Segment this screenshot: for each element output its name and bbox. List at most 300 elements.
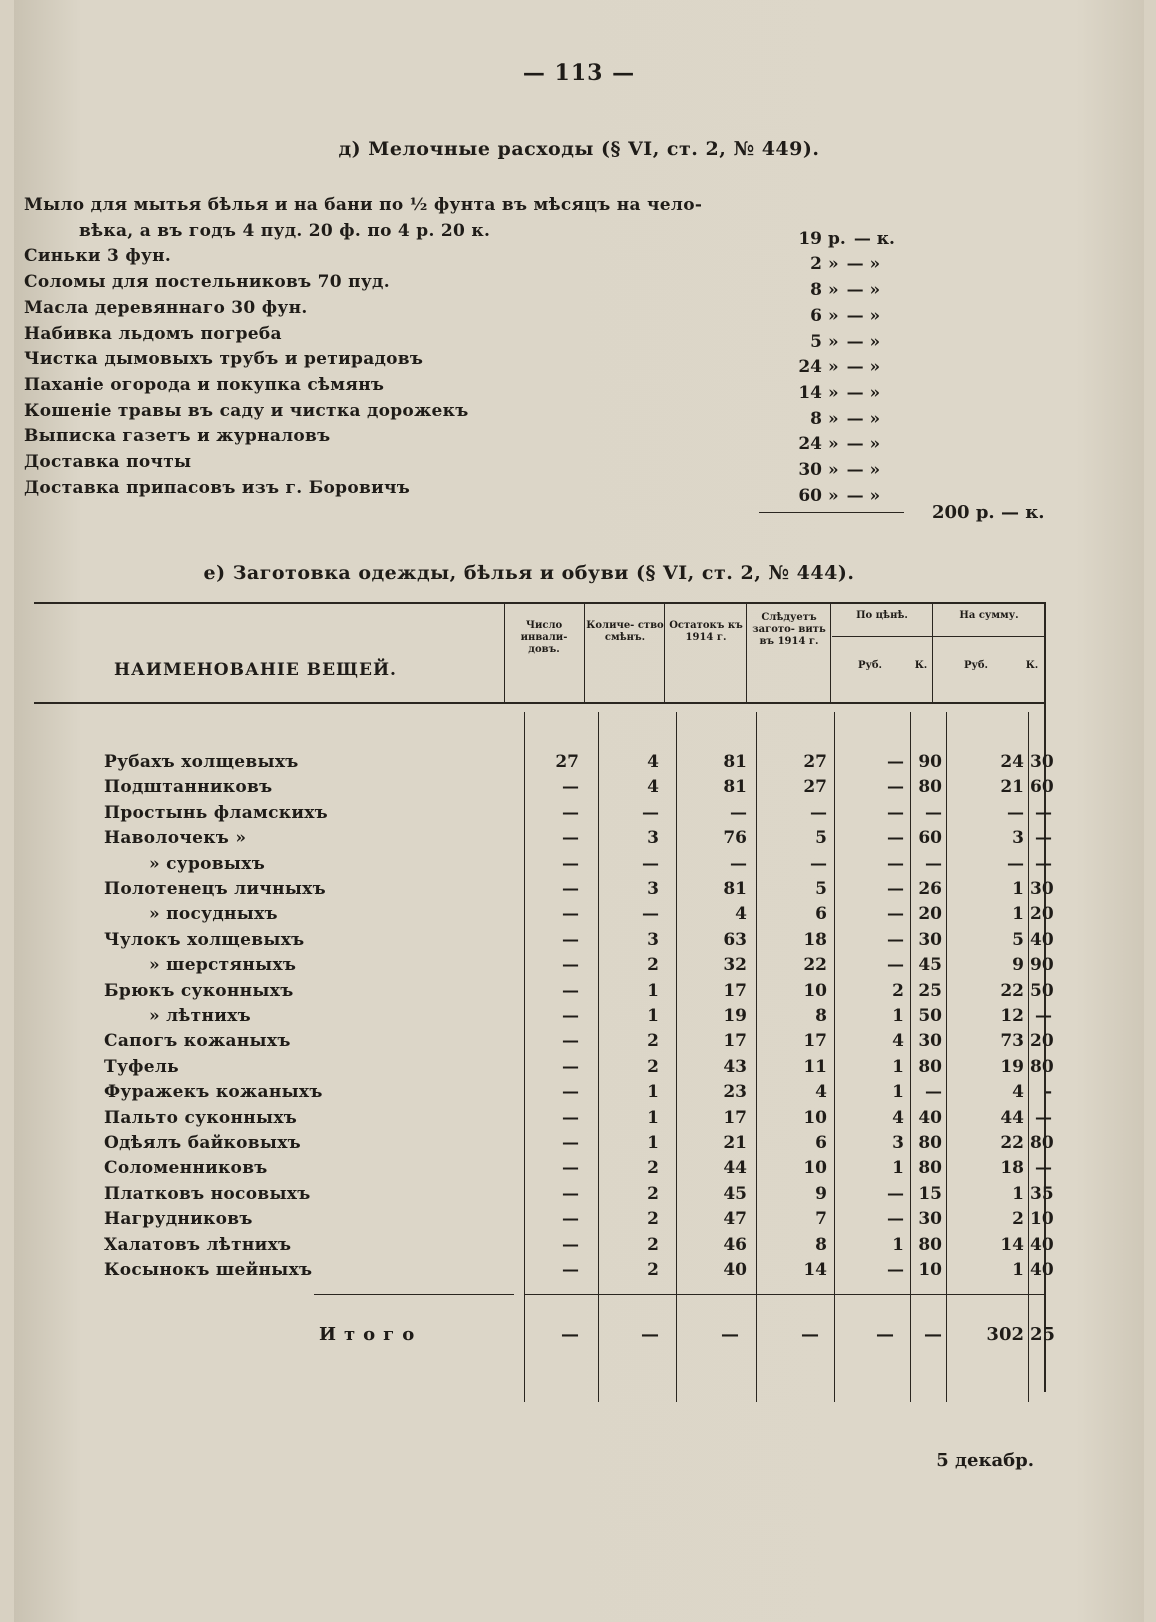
table-row [34, 1184, 1084, 1210]
cell-inv: — [562, 1006, 579, 1026]
cell-sk: 90 [1030, 955, 1054, 976]
cell-sk: 40 [1030, 1234, 1054, 1255]
expense-rub: 24 [798, 434, 822, 455]
table-row [34, 1031, 1084, 1057]
cell-make: 10 [803, 980, 827, 1001]
cell-sk: 10 [1030, 1209, 1054, 1230]
cell-inv: — [562, 1260, 579, 1280]
item-name: » лѣтнихъ [149, 1006, 251, 1026]
item-name: Одѣялъ байковыхъ [104, 1133, 302, 1153]
cell-pr: — [887, 904, 904, 925]
expense-unit: » [828, 280, 839, 301]
cell-pr: 1 [892, 1082, 904, 1103]
item-name: Соломенниковъ [104, 1158, 268, 1179]
cell-pk: — [925, 853, 942, 874]
expense-label: Чистка дымовыхъ трубъ и ретирадовъ [24, 349, 424, 370]
header-remainder: Остатокъ къ 1914 г. [669, 620, 743, 643]
expense-label: Соломы для постельниковъ 70 пуд. [24, 272, 390, 293]
cell-rem: 44 [723, 1158, 747, 1179]
item-name: Наволочекъ » [104, 828, 247, 849]
cell-sk: 80 [1030, 1056, 1054, 1077]
cell-make: 11 [803, 1056, 827, 1077]
cell-rem: 63 [723, 929, 747, 950]
header-to-make: Слѣдуетъ загото- вить въ 1914 г. [752, 612, 826, 647]
cell-pr: 2 [892, 980, 904, 1001]
cell-sr: 19 [1000, 1056, 1024, 1077]
cell-pr: — [887, 929, 904, 950]
cell-sr: 9 [1012, 955, 1024, 976]
table-header-rule [34, 702, 1044, 704]
expense-unit: р. [828, 228, 846, 249]
expense-unit: » [828, 254, 839, 275]
item-name: Нагрудниковъ [104, 1209, 253, 1230]
total-invalids: — [561, 1324, 579, 1345]
cell-rem: 40 [723, 1260, 747, 1280]
expense-rub: 24 [798, 357, 822, 378]
cell-ch: 2 [647, 1183, 659, 1204]
expense-kop: — » [846, 434, 881, 455]
cell-rem: — [730, 802, 747, 823]
cell-inv: — [562, 1107, 579, 1128]
expense-unit: » [828, 331, 839, 352]
total-remainder: — [721, 1324, 739, 1345]
cell-make: 22 [803, 955, 827, 976]
cell-make: 27 [803, 752, 827, 772]
cell-pr: — [887, 1209, 904, 1230]
cell-pr: 3 [892, 1133, 904, 1153]
expense-rub: 30 [798, 460, 822, 480]
cell-rem: 43 [723, 1056, 747, 1077]
cell-ch: 1 [647, 980, 659, 1001]
cell-sk: 80 [1030, 1133, 1054, 1153]
table-row [34, 1133, 1084, 1159]
cell-pk: 26 [918, 879, 942, 899]
cell-make: 5 [815, 828, 827, 849]
expense-label: Синьки 3 фун. [24, 246, 172, 267]
item-name: Туфель [104, 1056, 180, 1077]
cell-ch: 2 [647, 1158, 659, 1179]
cell-make: — [810, 802, 827, 823]
cell-make: 18 [803, 929, 827, 950]
cell-pk: 80 [918, 1133, 942, 1153]
item-name: Платковъ носовыхъ [104, 1183, 311, 1204]
cell-make: 27 [803, 777, 827, 798]
table-row [34, 930, 1084, 956]
expense-amount [774, 460, 904, 480]
cell-pk: 80 [918, 1234, 942, 1255]
expense-kop: — » [846, 485, 881, 506]
expense-unit: » [828, 305, 839, 326]
item-name: Брюкъ суконныхъ [104, 980, 294, 1001]
table-row [34, 1260, 1084, 1286]
header-changes: Количе- ство смѣнъ. [586, 620, 664, 643]
cell-rem: 81 [723, 752, 747, 772]
table-row [34, 752, 1084, 778]
table-row [34, 803, 1084, 829]
col-divider [504, 602, 505, 702]
expense-rub: 19 [798, 228, 822, 249]
cell-inv: — [562, 1183, 579, 1204]
item-name: Сапогъ кожаныхъ [104, 1031, 291, 1052]
total-price-rub: — [876, 1324, 894, 1345]
cell-rem: — [730, 853, 747, 874]
section-d-title: д) Мелочные расходы (§ VI, ст. 2, № 449). [338, 138, 820, 160]
cell-pk: 25 [918, 980, 942, 1001]
cell-inv: — [562, 929, 579, 950]
item-name: Подштанниковъ [104, 777, 273, 798]
footer-catchword: 5 декабр. [936, 1450, 1034, 1471]
expense-label-cont: вѣка, а въ годъ 4 пуд. 20 ф. по 4 р. 20 к. [79, 220, 491, 241]
cell-sk: 20 [1030, 904, 1054, 925]
expense-amount [774, 357, 904, 377]
table-row [34, 828, 1084, 854]
header-price: По цѣнѣ. [856, 610, 908, 621]
cell-sr: 22 [1000, 1133, 1024, 1153]
cell-ch: 2 [647, 1260, 659, 1280]
cell-sr: 18 [1000, 1158, 1024, 1179]
clothing-table [34, 602, 1084, 1457]
cell-rem: 46 [723, 1234, 747, 1255]
expense-amount [774, 229, 904, 249]
cell-pr: — [887, 853, 904, 874]
cell-pk: 30 [918, 929, 942, 950]
cell-rem: 4 [735, 904, 747, 925]
cell-pk: — [925, 802, 942, 823]
cell-sk: 40 [1030, 929, 1054, 950]
cell-inv: — [562, 828, 579, 849]
table-row [34, 1082, 1084, 1108]
cell-make: 8 [815, 1006, 827, 1026]
cell-inv: 27 [555, 752, 579, 772]
cell-ch: 3 [647, 828, 659, 849]
header-sum-kop: К. [1025, 660, 1039, 671]
cell-rem: 81 [723, 879, 747, 899]
cell-pr: 1 [892, 1056, 904, 1077]
table-row [34, 981, 1084, 1007]
expense-label: Доставка припасовъ изъ г. Боровичъ [24, 477, 411, 498]
cell-make: 7 [815, 1209, 827, 1230]
cell-rem: 19 [723, 1006, 747, 1026]
cell-pr: — [887, 1260, 904, 1280]
expense-kop: — » [846, 254, 881, 275]
cell-rem: 81 [723, 777, 747, 798]
cell-ch: — [642, 904, 659, 925]
cell-ch: 1 [647, 1107, 659, 1128]
cell-pr: 4 [892, 1031, 904, 1052]
table-row [34, 1006, 1084, 1032]
cell-make: 9 [815, 1183, 827, 1204]
cell-make: 14 [803, 1260, 827, 1280]
header-price-kop: К. [914, 660, 928, 671]
table-row [34, 1108, 1084, 1134]
cell-inv: — [562, 777, 579, 798]
table-row [34, 904, 1084, 930]
cell-sr: — [1007, 853, 1024, 874]
cell-pk: 80 [918, 777, 942, 798]
cell-ch: — [642, 802, 659, 823]
item-name: » шерстяныхъ [149, 955, 297, 976]
cell-pr: — [887, 955, 904, 976]
total-label: Итого [319, 1324, 423, 1345]
cell-rem: 17 [723, 980, 747, 1001]
cell-pr: — [887, 777, 904, 798]
expense-amount [774, 383, 904, 403]
expense-kop: — » [846, 331, 881, 352]
cell-rem: 17 [723, 1031, 747, 1052]
cell-ch: 3 [647, 879, 659, 899]
cell-sr: 1 [1012, 1260, 1024, 1280]
cell-pk: 60 [918, 828, 942, 849]
subtotal-rule [314, 1294, 514, 1295]
table-row [34, 1057, 1084, 1083]
cell-make: 6 [815, 904, 827, 925]
cell-sr: — [1007, 802, 1024, 823]
expense-kop: — » [846, 408, 881, 429]
cell-rem: 17 [723, 1107, 747, 1128]
item-name: Косынокъ шейныхъ [104, 1260, 313, 1280]
cell-sr: 3 [1012, 828, 1024, 849]
expense-label: Масла деревяннаго 30 фун. [24, 297, 308, 318]
col-divider [746, 602, 747, 702]
expense-unit: » [828, 485, 839, 506]
cell-inv: — [562, 904, 579, 925]
table-row [34, 854, 1084, 880]
cell-sk: - [1044, 1082, 1052, 1103]
expense-kop: — к. [853, 228, 895, 249]
cell-make: — [810, 853, 827, 874]
item-name: » посудныхъ [149, 904, 278, 925]
cell-pk: 90 [918, 752, 942, 772]
item-name: Фуражекъ кожаныхъ [104, 1082, 323, 1103]
cell-pk: 30 [918, 1209, 942, 1230]
expense-rub: 8 [810, 280, 822, 301]
cell-sk: — [1035, 1158, 1052, 1179]
cell-pk: 80 [918, 1056, 942, 1077]
table-row [34, 777, 1084, 803]
header-sub-rule [832, 636, 1044, 637]
cell-sk: 30 [1030, 752, 1054, 772]
col-divider [664, 602, 665, 702]
item-name: Пальто суконныхъ [104, 1107, 298, 1128]
cell-sr: 1 [1012, 904, 1024, 925]
cell-rem: 76 [723, 828, 747, 849]
table-row [34, 1209, 1084, 1235]
header-price-rub: Руб. [857, 660, 883, 671]
expense-kop: — » [846, 382, 881, 403]
cell-ch: 2 [647, 1209, 659, 1230]
expense-unit: » [828, 460, 839, 480]
cell-ch: — [642, 853, 659, 874]
cell-rem: 47 [723, 1209, 747, 1230]
cell-sr: 12 [1000, 1006, 1024, 1026]
cell-make: 10 [803, 1158, 827, 1179]
cell-pk: 80 [918, 1158, 942, 1179]
cell-ch: 1 [647, 1082, 659, 1103]
cell-pr: 1 [892, 1158, 904, 1179]
table-row [34, 955, 1084, 981]
cell-sk: — [1035, 1006, 1052, 1026]
table-top-rule [34, 602, 1044, 604]
page-number: — 113 — [522, 60, 636, 86]
cell-pr: — [887, 802, 904, 823]
cell-sk: 40 [1030, 1260, 1054, 1280]
col-divider [830, 602, 831, 702]
cell-sr: 1 [1012, 879, 1024, 899]
cell-inv: — [562, 1234, 579, 1255]
cell-sr: 22 [1000, 980, 1024, 1001]
item-name: Чулокъ холщевыхъ [104, 929, 305, 950]
cell-sr: 73 [1000, 1031, 1024, 1052]
expense-rub: 2 [810, 254, 822, 275]
cell-ch: 1 [647, 1133, 659, 1153]
expense-kop: — » [846, 357, 881, 378]
expense-unit: » [828, 357, 839, 378]
total-to-make: — [801, 1324, 819, 1345]
cell-sr: 4 [1012, 1082, 1024, 1103]
total-price-kop: — [924, 1324, 942, 1345]
cell-sk: — [1035, 828, 1052, 849]
cell-inv: — [562, 1031, 579, 1052]
cell-ch: 4 [647, 752, 659, 772]
cell-sr: 1 [1012, 1183, 1024, 1204]
cell-sk: — [1035, 1107, 1052, 1128]
expense-unit: » [828, 408, 839, 429]
expense-label: Доставка почты [24, 452, 192, 472]
expense-amount [774, 332, 904, 352]
cell-sk: — [1035, 853, 1052, 874]
item-name: Простынь фламскихъ [104, 802, 329, 823]
col-divider [932, 602, 933, 702]
cell-sk: 30 [1030, 879, 1054, 899]
item-name: » суровыхъ [149, 853, 266, 874]
table-row [34, 1235, 1084, 1261]
expense-label: Набивка льдомъ погреба [24, 323, 282, 344]
cell-pr: 1 [892, 1234, 904, 1255]
expense-amount [774, 254, 904, 274]
cell-inv: — [562, 980, 579, 1001]
cell-sk: 50 [1030, 980, 1054, 1001]
header-sum: На сумму. [959, 610, 1019, 621]
cell-pk: 45 [918, 955, 942, 976]
cell-sk: 35 [1030, 1183, 1054, 1204]
total-sum-kop: 25 [1030, 1324, 1056, 1345]
expense-kop: — » [846, 460, 881, 480]
cell-ch: 3 [647, 929, 659, 950]
cell-inv: — [562, 1056, 579, 1077]
cell-pr: 4 [892, 1107, 904, 1128]
cell-rem: 23 [723, 1082, 747, 1103]
item-name: Полотенецъ личныхъ [104, 879, 326, 899]
expense-label: Паханіе огорода и покупка сѣмянъ [24, 374, 385, 395]
cell-inv: — [562, 879, 579, 899]
cell-pr: — [887, 828, 904, 849]
item-name: Рубахъ холщевыхъ [104, 752, 299, 772]
cell-pk: 30 [918, 1031, 942, 1052]
cell-ch: 2 [647, 1031, 659, 1052]
cell-rem: 45 [723, 1183, 747, 1204]
expense-unit: » [828, 382, 839, 403]
cell-inv: — [562, 853, 579, 874]
expense-amount [774, 306, 904, 326]
total-rule [759, 512, 904, 513]
cell-pk: 50 [918, 1006, 942, 1026]
total-changes: — [641, 1324, 659, 1345]
expense-kop: — » [846, 305, 881, 326]
cell-ch: 2 [647, 955, 659, 976]
cell-inv: — [562, 1133, 579, 1153]
cell-ch: 4 [647, 777, 659, 798]
subtotal-rule [524, 1294, 1044, 1295]
cell-inv: — [562, 1158, 579, 1179]
cell-rem: 32 [723, 955, 747, 976]
expense-rub: 5 [810, 331, 822, 352]
cell-ch: 2 [647, 1234, 659, 1255]
cell-sk: 20 [1030, 1031, 1054, 1052]
cell-pr: — [887, 879, 904, 899]
cell-sr: 5 [1012, 929, 1024, 950]
cell-inv: — [562, 1082, 579, 1103]
cell-ch: 1 [647, 1006, 659, 1026]
cell-rem: 21 [723, 1133, 747, 1153]
cell-inv: — [562, 802, 579, 823]
expense-rub: 6 [810, 305, 822, 326]
total-sum-rub: 302 [986, 1324, 1024, 1345]
expense-label: Кошеніе травы въ саду и чистка дорожекъ [24, 400, 469, 421]
cell-make: 4 [815, 1082, 827, 1103]
cell-sr: 44 [1000, 1107, 1024, 1128]
section-d-total: 200 р. — к. [932, 502, 1045, 523]
expense-rub: 8 [810, 408, 822, 429]
expense-amount [774, 434, 904, 454]
cell-pr: — [887, 752, 904, 772]
cell-ch: 2 [647, 1056, 659, 1077]
document-page [14, 0, 1144, 1622]
expense-amount [774, 409, 904, 429]
section-e-title: е) Заготовка одежды, бѣлья и обуви (§ VI, ст. 2, № 444). [203, 562, 855, 584]
col-divider [584, 602, 585, 702]
table-row [34, 1158, 1084, 1184]
item-name: Халатовъ лѣтнихъ [104, 1234, 292, 1255]
cell-sr: 14 [1000, 1234, 1024, 1255]
cell-make: 17 [803, 1031, 827, 1052]
expense-amount [774, 280, 904, 300]
cell-sr: 2 [1012, 1209, 1024, 1230]
cell-pk: 10 [918, 1260, 942, 1280]
cell-pk: 40 [918, 1107, 942, 1128]
cell-pr: 1 [892, 1006, 904, 1026]
expense-label: Выписка газетъ и журналовъ [24, 426, 331, 447]
cell-make: 5 [815, 879, 827, 899]
cell-sk: 60 [1030, 777, 1054, 798]
expense-kop: — » [846, 280, 881, 301]
cell-make: 10 [803, 1107, 827, 1128]
expense-unit: » [828, 434, 839, 455]
header-name: НАИМЕНОВАНІЕ ВЕЩЕЙ. [114, 660, 397, 680]
cell-sk: — [1035, 802, 1052, 823]
cell-pk: 15 [918, 1183, 942, 1204]
cell-inv: — [562, 1209, 579, 1230]
expense-label: Мыло для мытья бѣлья и на бани по ½ фунта въ мѣсяцъ на чело- [24, 195, 703, 215]
expense-amount [774, 486, 904, 506]
cell-pr: — [887, 1183, 904, 1204]
table-row [34, 879, 1084, 905]
header-sum-rub: Руб. [963, 660, 989, 671]
expense-rub: 14 [798, 382, 822, 403]
expense-rub: 60 [798, 485, 822, 506]
cell-make: 6 [815, 1133, 827, 1153]
cell-inv: — [562, 955, 579, 976]
cell-pk: — [925, 1082, 942, 1103]
